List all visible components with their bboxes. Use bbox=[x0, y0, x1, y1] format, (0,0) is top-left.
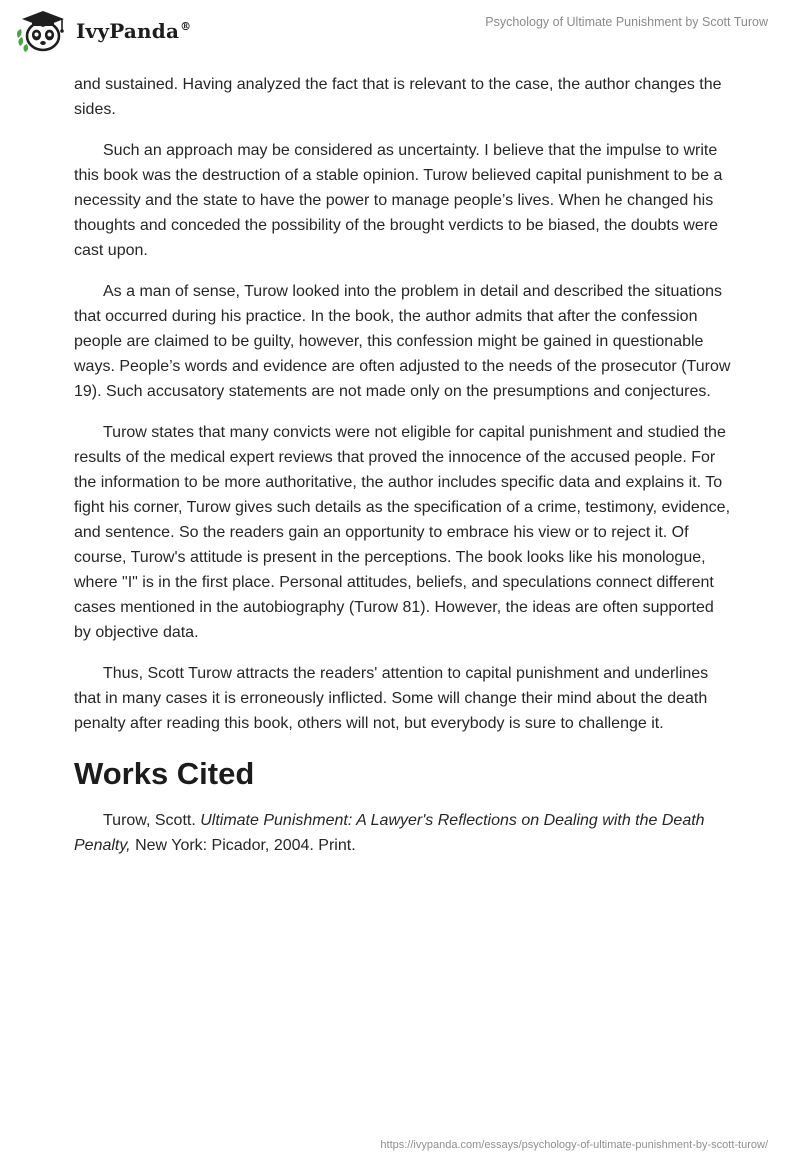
paragraph: Turow states that many convicts were not eligible for capital punishment and studied the results of the medical expert reviews that proved the innocence of the accused people. For the information to be more authoritative, the author includes specific data and explains it. To fight his corner, Turow gives such details as the specification of a crime, testimony, evidence, and sentence. So the readers gain an opportunity to embrace his view or to reject it. Of course, Turow's attitude is present in the perceptions. The book looks like his monologue, where "I" is in the first place. Personal attitudes, beliefs, and speculations connect different cases mentioned in the autobiography (Turow 81). However, the ideas are often supported by objective data. bbox=[74, 424, 731, 641]
paragraph: Such an approach may be considered as uncertainty. I believe that the impulse to write this book was the destruction of a stable opinion. Turow believed capital punishment to be a necessity and the state to have the power to manage people’s lives. When he changed his thoughts and conceded the possibility of the brought verdicts to be biased, the doubts were cast upon. bbox=[74, 142, 723, 259]
citation-title: Ultimate Punishment: A Lawyer's Reflections on Dealing with the Death Penalty, bbox=[74, 812, 705, 854]
source-url[interactable]: https://ivypanda.com/essays/psychology-of-ultimate-punishment-by-scott-turow/ bbox=[380, 1139, 768, 1151]
brand-name: IvyPanda® bbox=[76, 19, 192, 43]
ivypanda-logo[interactable] bbox=[14, 8, 191, 54]
citation-entry bbox=[74, 808, 734, 858]
citation-author: Turow, Scott. bbox=[103, 812, 201, 829]
citation-publication: New York: Picador, 2004. Print. bbox=[130, 837, 356, 854]
paragraph: Thus, Scott Turow attracts the readers' attention to capital punishment and underlines that in many cases it is erroneously inflicted. Some will change their mind about the death penalty after reading this book, others will not, but everybody is sure to challenge it. bbox=[74, 665, 709, 732]
document-body bbox=[74, 72, 734, 874]
panda-graduate-icon bbox=[14, 8, 70, 54]
paragraph: As a man of sense, Turow looked into the problem in detail and described the situations that occurred during his practice. In the book, the author admits that after the confession people are claimed to be guilty, however, this confession might be gained in questionable ways. People’s words and evidence are often adjusted to the needs of the prosecutor (Turow 19). Such accusatory statements are not made only on the presumptions and conjectures. bbox=[74, 283, 731, 400]
page-header bbox=[0, 0, 800, 62]
paragraph: and sustained. Having analyzed the fact that is relevant to the case, the author changes the sides. bbox=[74, 76, 722, 118]
document-title: Psychology of Ultimate Punishment by Scott Turow bbox=[485, 15, 768, 29]
works-cited-heading: Works Cited bbox=[74, 756, 255, 791]
